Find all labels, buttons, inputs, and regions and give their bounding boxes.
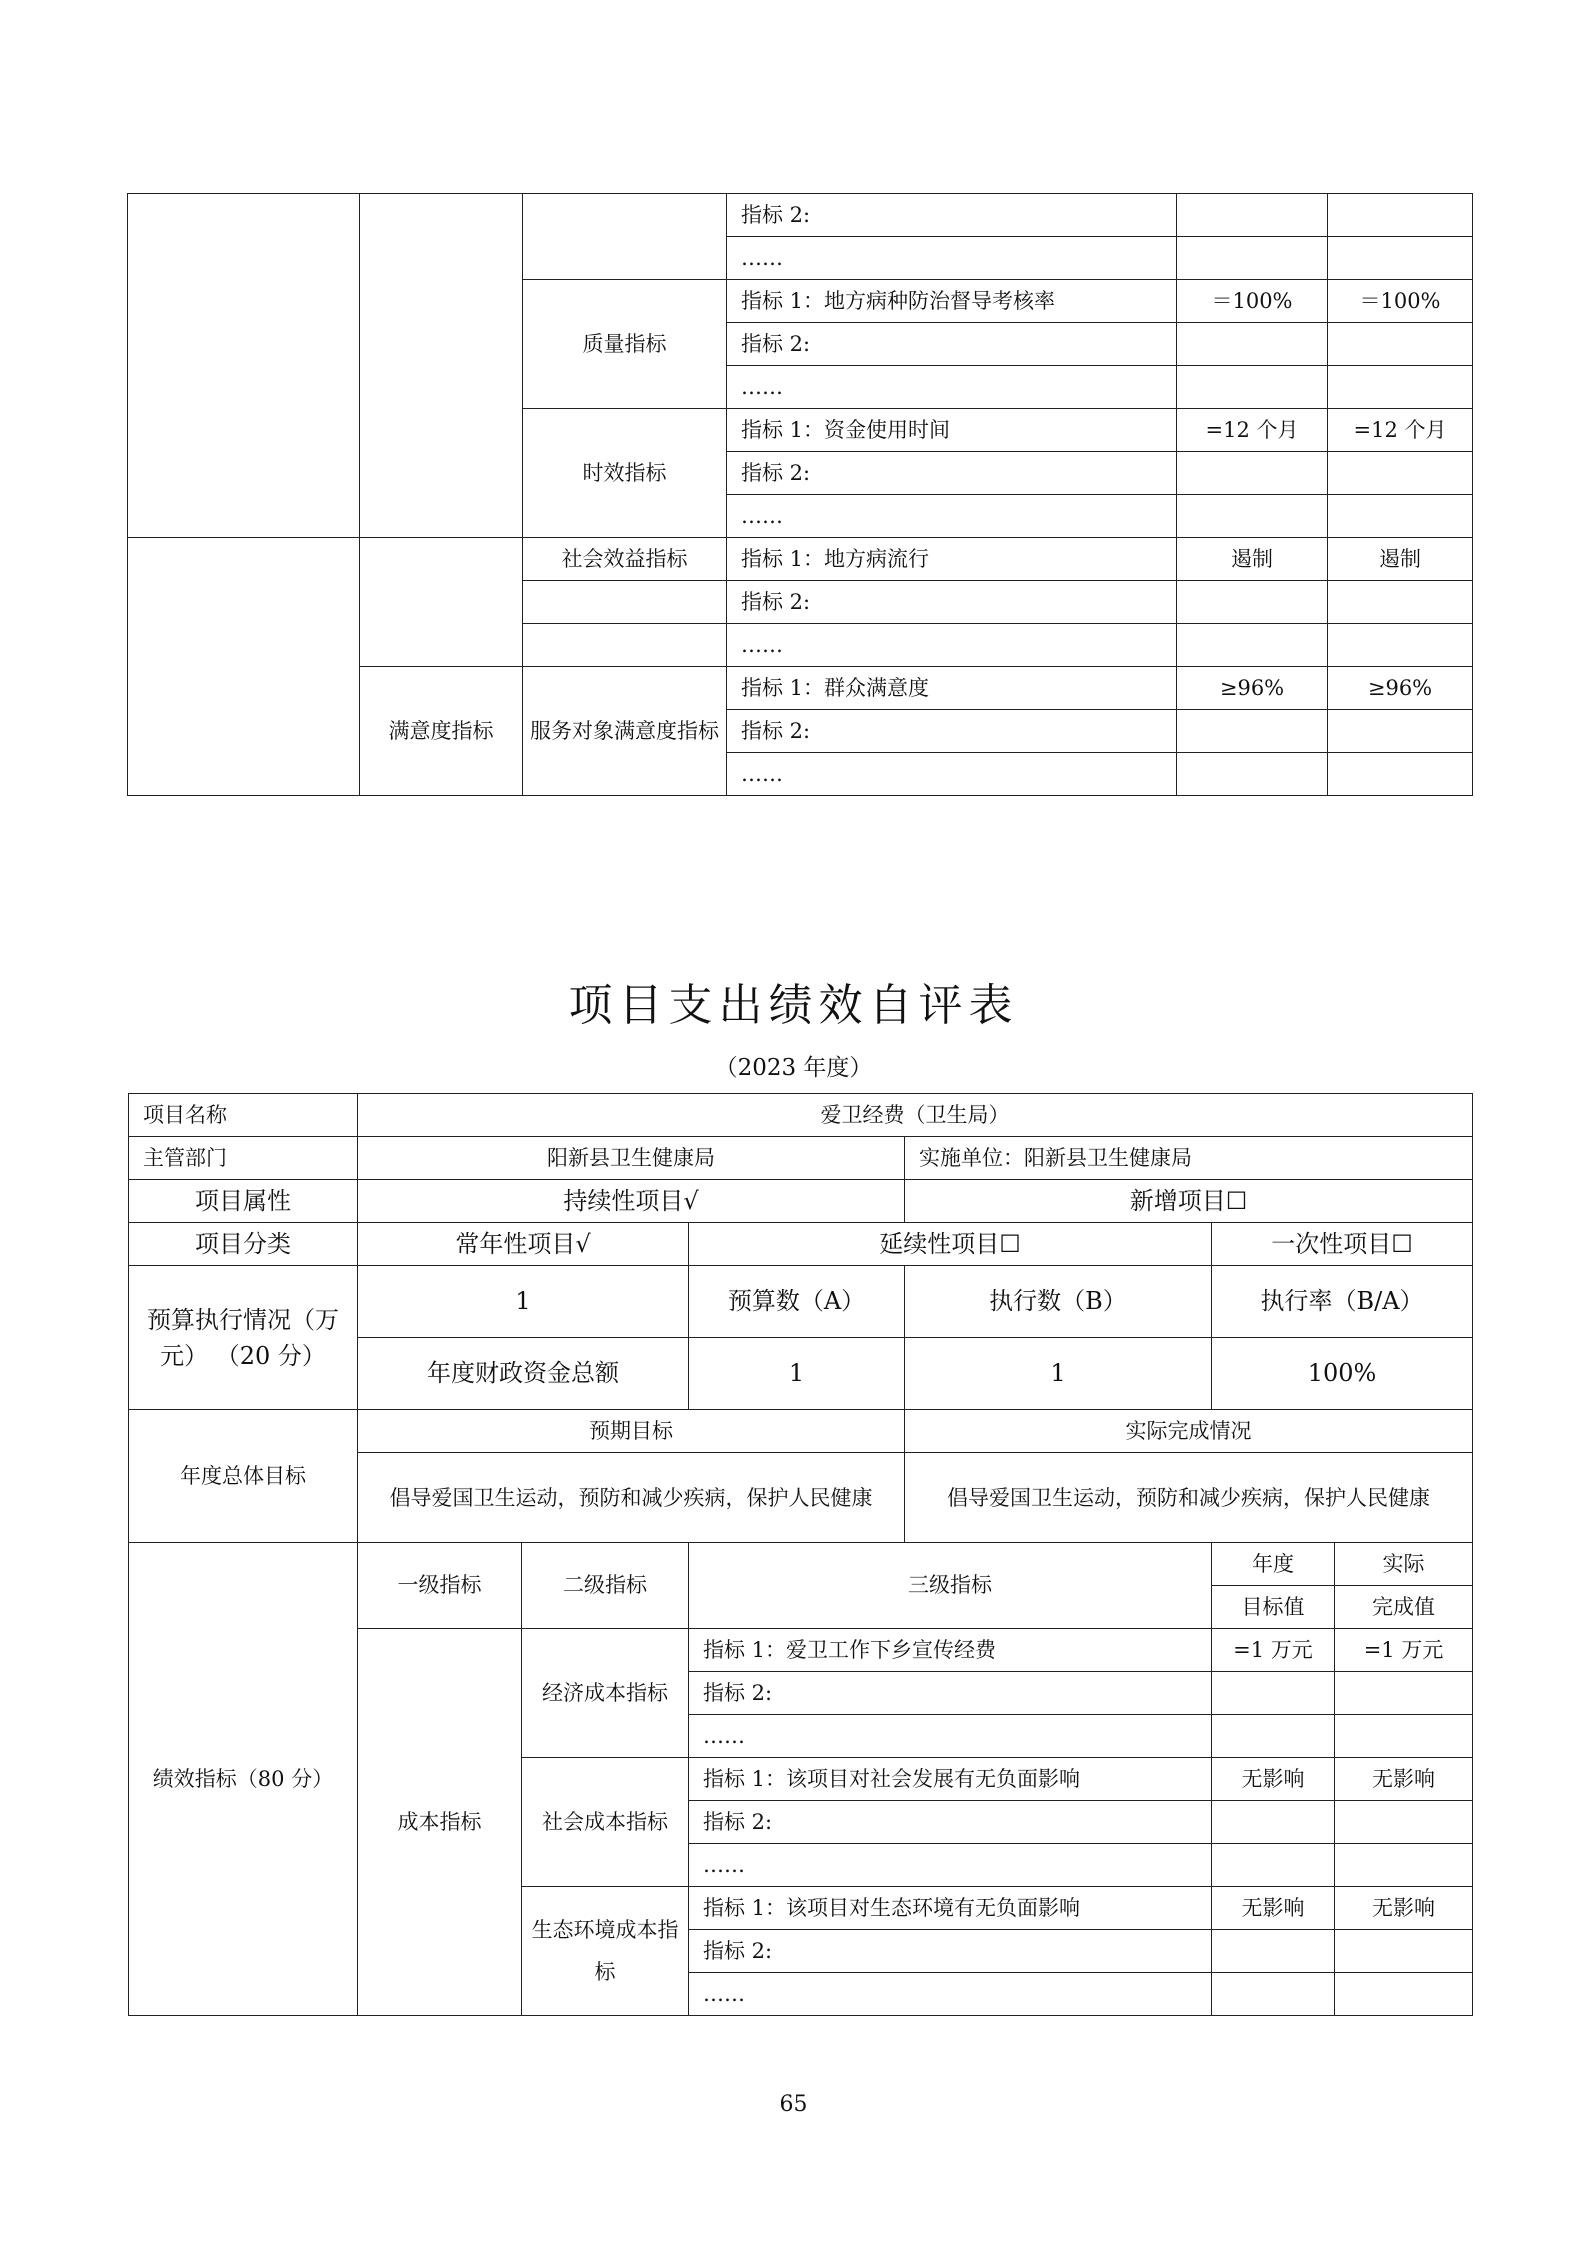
target-value: ＝100% xyxy=(1177,280,1328,323)
actual-value xyxy=(1328,194,1473,237)
target-value xyxy=(1177,323,1328,366)
actual-value xyxy=(1335,1801,1473,1844)
social-cost-label: 社会成本指标 xyxy=(522,1758,689,1887)
actual-value xyxy=(1335,1930,1473,1973)
class-label: 项目分类 xyxy=(129,1223,358,1266)
target-value xyxy=(1177,753,1328,796)
target-value xyxy=(1212,1672,1335,1715)
target-value xyxy=(1212,1844,1335,1887)
target-value xyxy=(1177,581,1328,624)
dept-label: 主管部门 xyxy=(129,1137,358,1180)
continuation-table xyxy=(127,193,1473,796)
indicator-name: 指标 1：该项目对生态环境有无负面影响 xyxy=(689,1887,1212,1930)
target-value xyxy=(1177,366,1328,409)
indicator-name: 指标 2: xyxy=(727,710,1177,753)
actual-value xyxy=(1335,1973,1473,2016)
form-year: （2023 年度） xyxy=(714,1055,873,1081)
target-value xyxy=(1177,710,1328,753)
econ-cost-label: 经济成本指标 xyxy=(522,1629,689,1758)
target-value xyxy=(1212,1930,1335,1973)
eco-cost-label: 生态环境成本指标 xyxy=(522,1887,689,2016)
actual-value: =1 万元 xyxy=(1335,1629,1473,1672)
indicator-name: 指标 1：地方病流行 xyxy=(727,538,1177,581)
social-benefit-label: 社会效益指标 xyxy=(523,538,727,581)
actual-value: =12 个月 xyxy=(1328,409,1473,452)
actual-header: 实际 xyxy=(1335,1543,1473,1586)
actual-value xyxy=(1328,366,1473,409)
indicator-name: 指标 2: xyxy=(727,194,1177,237)
actual-value: 无影响 xyxy=(1335,1758,1473,1801)
target-value xyxy=(1177,624,1328,667)
l2-header: 二级指标 xyxy=(522,1543,689,1629)
target-value: 无影响 xyxy=(1212,1758,1335,1801)
actual-value xyxy=(1328,581,1473,624)
target-value: ≥96% xyxy=(1177,667,1328,710)
target-value: =1 万元 xyxy=(1212,1629,1335,1672)
target-value xyxy=(1177,237,1328,280)
indicator-name: 指标 2: xyxy=(727,323,1177,366)
actual-value: 无影响 xyxy=(1335,1887,1473,1930)
actual-value xyxy=(1328,237,1473,280)
indicator-name: 指标 2: xyxy=(727,581,1177,624)
blank-cell xyxy=(523,624,727,667)
exec-b-label: 执行数（B） xyxy=(905,1266,1212,1338)
blank-cell xyxy=(128,194,360,538)
attr-continuing: 持续性项目√ xyxy=(358,1180,905,1223)
actual-value xyxy=(1328,753,1473,796)
budget-label: 预算执行情况（万元） （20 分） xyxy=(129,1266,358,1410)
actual-header: 完成值 xyxy=(1335,1586,1473,1629)
target-header: 目标值 xyxy=(1212,1586,1335,1629)
target-value xyxy=(1212,1973,1335,2016)
blank-cell xyxy=(360,194,523,538)
indicator-name: …… xyxy=(727,624,1177,667)
actual-value xyxy=(1328,452,1473,495)
rate-label: 执行率（B/A） xyxy=(1212,1266,1473,1338)
actual-value xyxy=(1335,1672,1473,1715)
budget-value: 1 xyxy=(358,1266,689,1338)
actual-label: 实际完成情况 xyxy=(905,1410,1473,1453)
indicator-name: …… xyxy=(727,753,1177,796)
goal-label: 年度总体目标 xyxy=(129,1410,358,1543)
target-value xyxy=(1177,194,1328,237)
blank-cell xyxy=(523,194,727,280)
indicator-name: …… xyxy=(689,1973,1212,2016)
indicator-name: 指标 2: xyxy=(689,1672,1212,1715)
quality-indicator-label: 质量指标 xyxy=(523,280,727,409)
expected-label: 预期目标 xyxy=(358,1410,905,1453)
actual-value: 遏制 xyxy=(1328,538,1473,581)
actual-value: ＝100% xyxy=(1328,280,1473,323)
indicator-name: 指标 1：地方病种防治督导考核率 xyxy=(727,280,1177,323)
attr-new: 新增项目☐ xyxy=(905,1180,1473,1223)
satisfaction-l1-label: 满意度指标 xyxy=(360,667,523,796)
actual-value xyxy=(1328,323,1473,366)
actual-value xyxy=(1328,495,1473,538)
target-value xyxy=(1177,452,1328,495)
class-onetime: 一次性项目☐ xyxy=(1212,1223,1473,1266)
expected-text: 倡导爱国卫生运动，预防和减少疾病，保护人民健康 xyxy=(358,1453,905,1543)
indicator-name: …… xyxy=(727,366,1177,409)
indicator-name: 指标 2: xyxy=(689,1930,1212,1973)
actual-value xyxy=(1335,1844,1473,1887)
actual-value: ≥96% xyxy=(1328,667,1473,710)
budget-a-label: 预算数（A） xyxy=(689,1266,905,1338)
indicator-name: 指标 1：群众满意度 xyxy=(727,667,1177,710)
actual-value xyxy=(1328,624,1473,667)
target-value: 遏制 xyxy=(1177,538,1328,581)
project-name: 爱卫经费（卫生局） xyxy=(358,1094,1473,1137)
blank-cell xyxy=(128,538,360,796)
target-value xyxy=(1177,495,1328,538)
target-value xyxy=(1212,1801,1335,1844)
fiscal-total-label: 年度财政资金总额 xyxy=(358,1338,689,1410)
indicator-name: …… xyxy=(727,495,1177,538)
timeliness-indicator-label: 时效指标 xyxy=(523,409,727,538)
target-value: =12 个月 xyxy=(1177,409,1328,452)
indicator-name: 指标 2: xyxy=(689,1801,1212,1844)
indicator-name: 指标 1：资金使用时间 xyxy=(727,409,1177,452)
target-header: 年度 xyxy=(1212,1543,1335,1586)
l1-header: 一级指标 xyxy=(358,1543,522,1629)
self-evaluation-table xyxy=(128,1093,1473,2016)
class-extended: 延续性项目☐ xyxy=(689,1223,1212,1266)
target-value: 无影响 xyxy=(1212,1887,1335,1930)
attr-label: 项目属性 xyxy=(129,1180,358,1223)
actual-value xyxy=(1335,1715,1473,1758)
class-regular: 常年性项目√ xyxy=(358,1223,689,1266)
indicator-name: 指标 1：该项目对社会发展有无负面影响 xyxy=(689,1758,1212,1801)
project-name-label: 项目名称 xyxy=(129,1094,358,1137)
actual-text: 倡导爱国卫生运动，预防和减少疾病，保护人民健康 xyxy=(905,1453,1473,1543)
indicator-name: …… xyxy=(689,1715,1212,1758)
impl-unit: 实施单位：阳新县卫生健康局 xyxy=(905,1137,1473,1180)
indicator-name: 指标 1：爱卫工作下乡宣传经费 xyxy=(689,1629,1212,1672)
page-number: 65 xyxy=(779,2092,808,2117)
blank-cell xyxy=(523,581,727,624)
fiscal-a: 1 xyxy=(689,1338,905,1410)
target-value xyxy=(1212,1715,1335,1758)
fiscal-b: 1 xyxy=(905,1338,1212,1410)
indicator-name: …… xyxy=(727,237,1177,280)
indicator-name: …… xyxy=(689,1844,1212,1887)
indicator-name: 指标 2: xyxy=(727,452,1177,495)
satisfaction-l2-label: 服务对象满意度指标 xyxy=(523,667,727,796)
l3-header: 三级指标 xyxy=(689,1543,1212,1629)
form-title: 项目支出绩效自评表 xyxy=(568,980,1019,1031)
fiscal-rate: 100% xyxy=(1212,1338,1473,1410)
dept-name: 阳新县卫生健康局 xyxy=(358,1137,905,1180)
blank-cell xyxy=(360,538,523,667)
actual-value xyxy=(1328,710,1473,753)
perf-label: 绩效指标（80 分） xyxy=(129,1543,358,2016)
cost-indicator-label: 成本指标 xyxy=(358,1629,522,2016)
